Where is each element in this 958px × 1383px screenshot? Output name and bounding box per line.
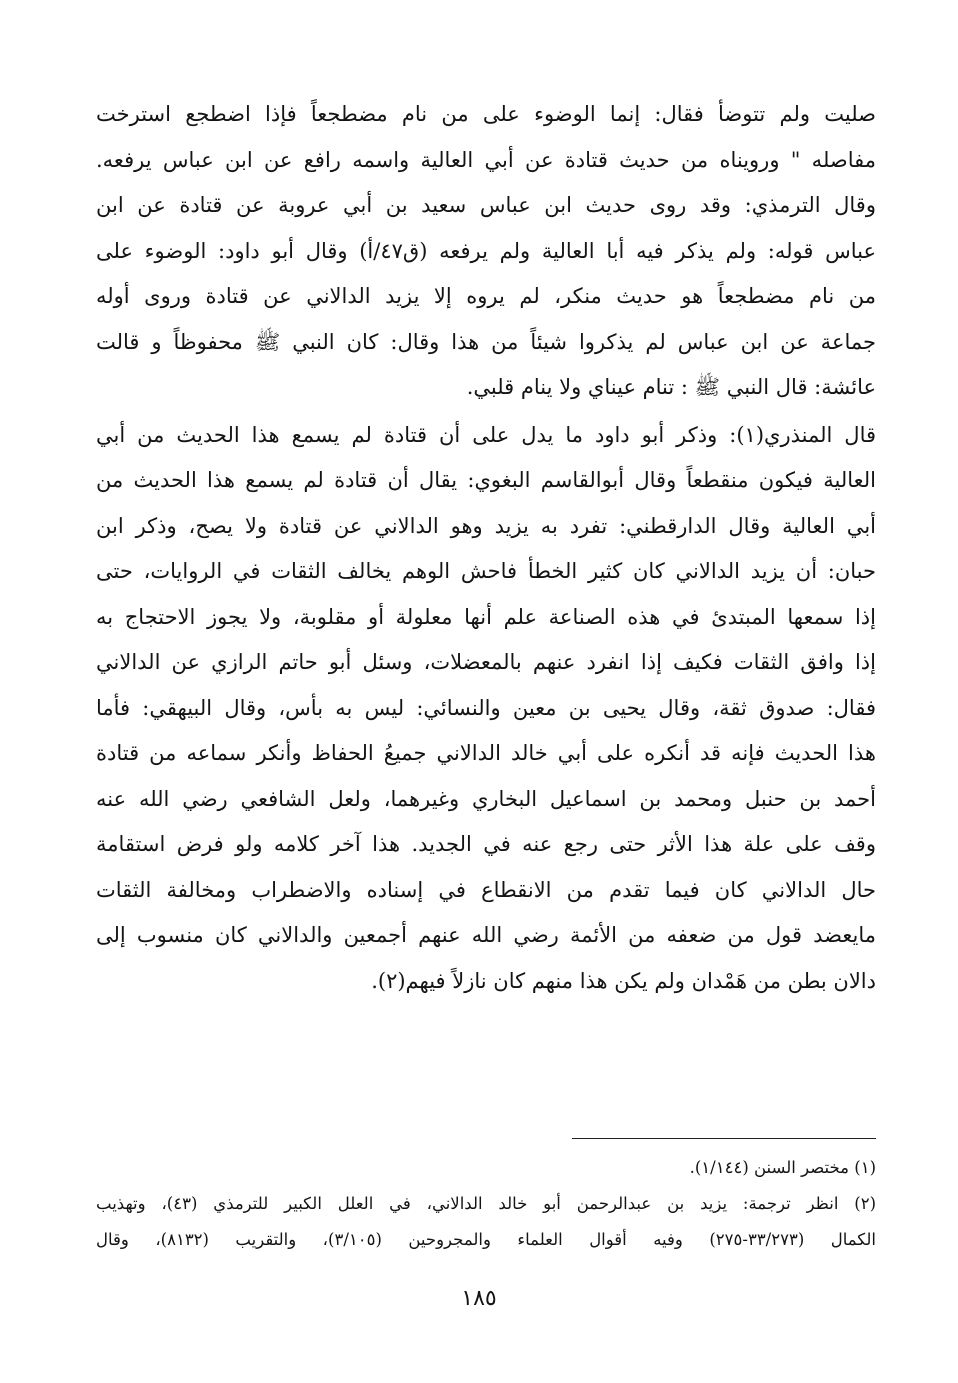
text-line: أحمد بن حنبل ومحمد بن اسماعيل البخاري وغيرهما، ولعل الشافعي رضي الله عنه [96,786,876,811]
text-line: جماعة عن ابن عباس لم يذكروا شيئاً من هذا وقال: كان النبي ﷺ محفوظاً و قالت [96,329,876,354]
text-line: حبان: أن يزيد الدالاني كان كثير الخطأ فاحش الوهم يخالف الثقات في الروايات، حتى [96,559,876,583]
text-line: العالية فيكون منقطعاً وقال أبوالقاسم البغوي: يقال أن قتادة لم يسمع هذا الحديث من [96,468,876,492]
main-text [96,92,876,1004]
text-line: صليت ولم تتوضأ فقال: إنما الوضوء على من نام مضطجعاً فإذا اضطجع استرخت [96,102,876,126]
footnote-line: (٢) انظر ترجمة: يزيد بن عبدالرحمن أبو خالد الدالاني، في العلل الكبير للترمذي (٤٣)، وتهذيب [96,1194,876,1213]
footnotes [96,1150,876,1258]
text-line: مايعضد قول من ضعفه من الأئمة رضي الله عنهم أجمعين والدالاني كان منسوب إلى [96,923,876,947]
text-line: هذا الحديث فإنه قد أنكره على أبي خالد الدالاني جميعُ الحفاظ وأنكر سماعه من قتادة [96,741,876,765]
text-line: مفاصله " ورويناه من حديث قتادة عن أبي العالية واسمه رافع عن ابن عباس يرفعه. [96,147,876,172]
text-line: من نام مضطجعاً هو حديث منكر، لم يروه إلا يزيد الدالاني عن قتادة وروى أوله [96,284,876,308]
text-line: إذا وافق الثقات فكيف إذا انفرد عنهم بالمعضلات، وسئل أبو حاتم الرازي عن الدالاني [96,650,876,674]
text-line: إذا سمعها المبتدئ في هذه الصناعة علم أنها معلولة أو مقلوبة، ولا يجوز الاحتجاج به [96,604,876,629]
footnote-separator [572,1138,876,1139]
text-line: دالان بطن من هَمْدان ولم يكن هذا منهم كان نازلاً فيهم(٢). [371,968,876,993]
footnote-line: الكمال (٣٣/٢٧٣-٢٧٥) وفيه أقوال العلماء والمجروحين (٣/١٠٥)، والتقريب (٨١٣٢)، وقال [96,1230,876,1249]
text-line: قال المنذري(١): وذكر أبو داود ما يدل على أن قتادة لم يسمع هذا الحديث من أبي [96,422,876,447]
text-line: أبي العالية وقال الدارقطني: تفرد به يزيد وهو الدالاني عن قتادة ولا يصح، وذكر ابن [96,513,876,538]
page-number: ١٨٥ [461,1286,497,1311]
text-line: عائشة: قال النبي ﷺ : تنام عيناي ولا ينام قلبي. [466,375,876,399]
text-line: وقال الترمذي: وقد روى حديث ابن عباس سعيد بن أبي عروبة عن قتادة عن ابن [96,193,876,217]
text-line: حال الدالاني كان فيما تقدم من الانقطاع في إسناده والاضطراب ومخالفة الثقات [96,877,876,902]
text-line: عباس قوله: ولم يذكر فيه أبا العالية ولم يرفعه (ق٤٧/أ) وقال أبو داود: الوضوء على [96,238,876,263]
text-line: وقف على علة هذا الأثر حتى رجع عنه في الجديد. هذا آخر كلامه ولو فرض استقامة [96,832,876,856]
footnote-line: (١) مختصر السنن (١/١٤٤). [689,1158,876,1177]
text-line: فقال: صدوق ثقة، وقال يحيى بن معين والنسائي: ليس به بأس، وقال البيهقي: فأما [96,695,876,720]
